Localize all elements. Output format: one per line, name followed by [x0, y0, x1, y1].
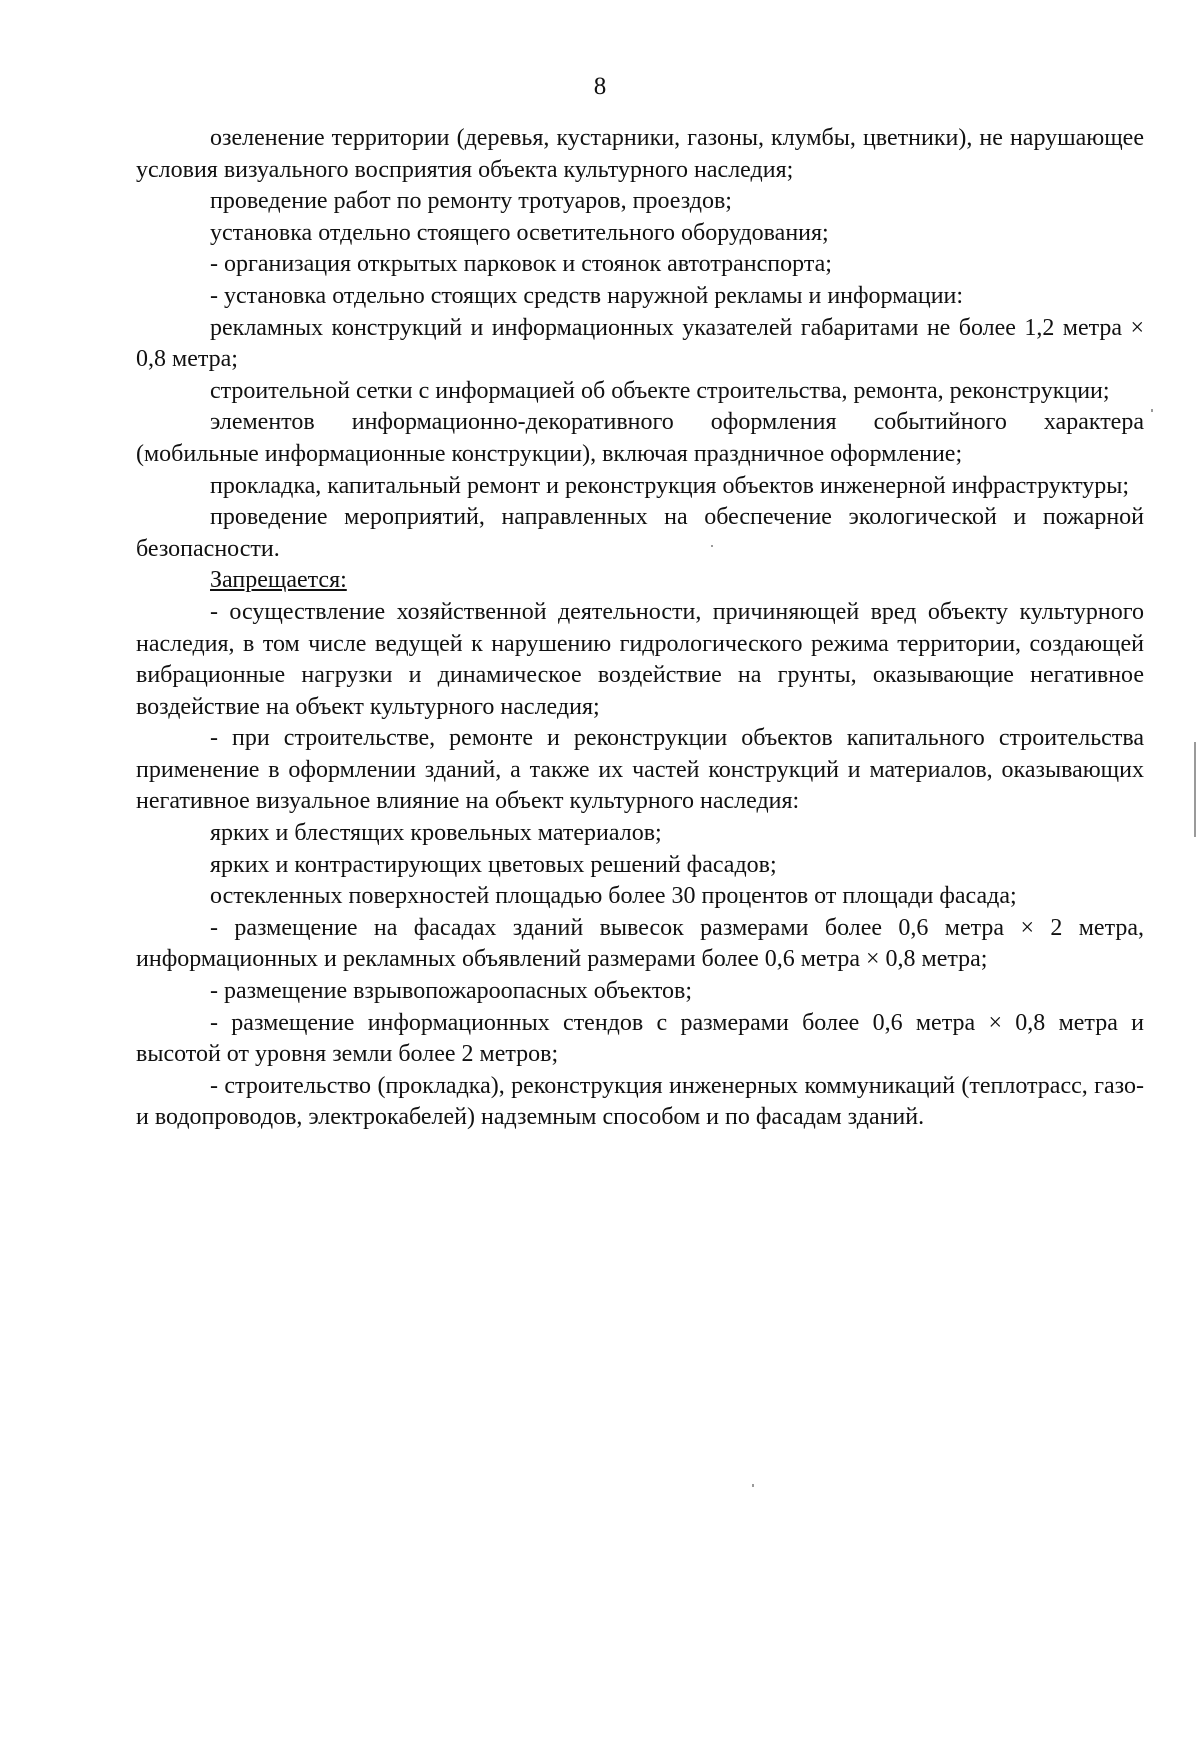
scan-edge-mark — [1194, 742, 1196, 837]
paragraph-utilities: - строительство (прокладка), реконструкция инженерных коммуникаций (теплотрасс, газо- и водопроводов, электрокабелей) надземным способом и по фасадам зданий. — [136, 1072, 1144, 1131]
paragraph-advertising: - установка отдельно стоящих средств наружной рекламы и информации: — [210, 282, 964, 309]
scan-dust-mark — [1151, 409, 1153, 412]
paragraph-construction-mesh: строительной сетки с информацией об объекте строительства, ремонта, реконструкции; — [210, 377, 1110, 404]
scan-dust-mark — [752, 1484, 754, 1487]
page-number: 8 — [593, 73, 607, 100]
prohibited-heading-text: Запрещается: — [210, 567, 347, 594]
document-body — [136, 123, 1144, 1134]
paragraph-decorative-elements: элементов информационно-декоративного оформления событийного характера (мобильные информационные конструкции), включая праздничное оформление; — [136, 409, 1144, 467]
paragraph-roof-materials: ярких и блестящих кровельных материалов; — [210, 820, 662, 847]
paragraph-safety-measures: проведение мероприятий, направленных на обеспечение экологической и пожарной безопасности. — [136, 504, 1144, 562]
paragraph-parking: - организация открытых парковок и стоянок автотранспорта; — [210, 251, 832, 278]
paragraph-glazed-surfaces: остекленных поверхностей площадью более 30 процентов от площади фасада; — [210, 883, 1017, 910]
paragraph-ad-structures: рекламных конструкций и информационных указателей габаритами не более 1,2 метра × 0,8 метра; — [136, 314, 1144, 373]
paragraph-info-stands: - размещение информационных стендов с размерами более 0,6 метра × 0,8 метра и высотой от уровня земли более 2 метров; — [136, 1009, 1144, 1068]
paragraph-infrastructure: прокладка, капитальный ремонт и реконструкция объектов инженерной инфраструктуры; — [210, 472, 1130, 499]
paragraph-landscaping: озеленение территории (деревья, кустарники, газоны, клумбы, цветники), не нарушающее условия визуального восприятия объекта культурного наследия; — [136, 125, 1144, 183]
paragraph-construction-materials: - при строительстве, ремонте и реконструкции объектов капитального строительства применение в оформлении зданий, а также их частей конструкций и материалов, оказывающих негативное визуальное влияние на объект культурного наследия: — [136, 725, 1144, 815]
paragraph-explosive-objects: - размещение взрывопожароопасных объектов; — [210, 978, 692, 1005]
paragraph-economic-activity: - осуществление хозяйственной деятельности, причиняющей вред объекту культурного наследия, в том числе ведущей к нарушению гидрологического режима территории, создающей вибрационные нагрузки и динамическое воздействие на грунты, оказывающие негативное воздействие на объект культурного наследия; — [136, 598, 1144, 720]
prohibited-heading — [136, 565, 1144, 597]
paragraph-signage: - размещение на фасадах зданий вывесок размерами более 0,6 метра × 2 метра, информационных и рекламных объявлений размерами более 0,6 метра × 0,8 метра; — [136, 914, 1144, 973]
paragraph-facade-colors: ярких и контрастирующих цветовых решений фасадов; — [210, 851, 777, 878]
paragraph-lighting: установка отдельно стоящего осветительного оборудования; — [210, 219, 829, 246]
paragraph-sidewalk-repair: проведение работ по ремонту тротуаров, проездов; — [210, 188, 732, 215]
scan-dust-mark — [711, 545, 713, 547]
